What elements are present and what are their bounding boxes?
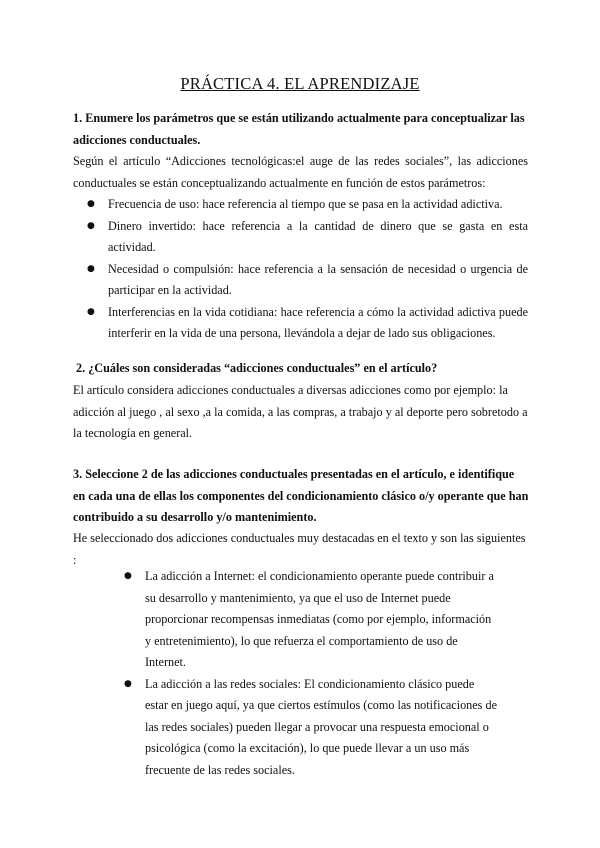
question-2: 2. ¿Cuáles son consideradas “adicciones conductuales” en el artículo? bbox=[76, 361, 438, 375]
page-title: PRÁCTICA 4. EL APRENDIZAJE bbox=[180, 74, 420, 93]
list-item: ● Necesidad o compulsión: hace referencia a la sensación de necesidad o urgencia de participar en la actividad. bbox=[108, 259, 528, 302]
parameter-list bbox=[108, 194, 528, 345]
list-item: ● Dinero invertido: hace referencia a la cantidad de dinero que se gasta en esta actividad. bbox=[108, 216, 528, 259]
answer-2: El artículo considera adicciones conductuales a diversas adicciones como por ejemplo: la adicción al juego , al sexo ,a la comida, a las compras, a trabajo y al deporte pero sobretodo a la tecnología en general. bbox=[73, 383, 528, 440]
addiction-list bbox=[145, 566, 499, 781]
question-1: 1. Enumere los parámetros que se están utilizando actualmente para conceptualizar las adicciones conductuales. bbox=[73, 111, 525, 147]
list-item: ● La adicción a las redes sociales: El condicionamiento clásico puede estar en juego aquí, ya que ciertos estímulos (como las notificaciones de las redes sociales) pueden llegar a provocar una respuesta emocional o psicológica (como la excitación), lo que puede llevar a un uso más frecuente de las redes sociales. bbox=[145, 674, 499, 782]
list-item: ● La adicción a Internet: el condicionamiento operante puede contribuir a su desarrollo y mantenimiento, ya que el uso de Internet puede proporcionar recompensas inmediatas (como por ejemplo, información y entretenimiento), lo que refuerza el comportamiento de uso de Internet. bbox=[145, 566, 499, 674]
answer-1-intro: Según el artículo “Adicciones tecnológicas:el auge de las redes sociales”, las adicciones conductuales se están conceptualizando actualmente en función de estos parámetros: bbox=[73, 154, 528, 190]
answer-3-intro: He seleccionado dos adicciones conductuales muy destacadas en el texto y son las siguientes : bbox=[73, 531, 526, 567]
list-item: ● Interferencias en la vida cotidiana: hace referencia a cómo la actividad adictiva puede interferir en la vida de una persona, llevándola a dejar de lado sus obligaciones. bbox=[108, 302, 528, 345]
question-3: 3. Seleccione 2 de las adicciones conductuales presentadas en el artículo, e identifique en cada una de ellas los componentes del condicionamiento clásico o/y operante que han contribuido a su desarrollo y/o mantenimiento. bbox=[73, 467, 529, 524]
list-item: ● Frecuencia de uso: hace referencia al tiempo que se pasa en la actividad adictiva. bbox=[108, 194, 528, 216]
